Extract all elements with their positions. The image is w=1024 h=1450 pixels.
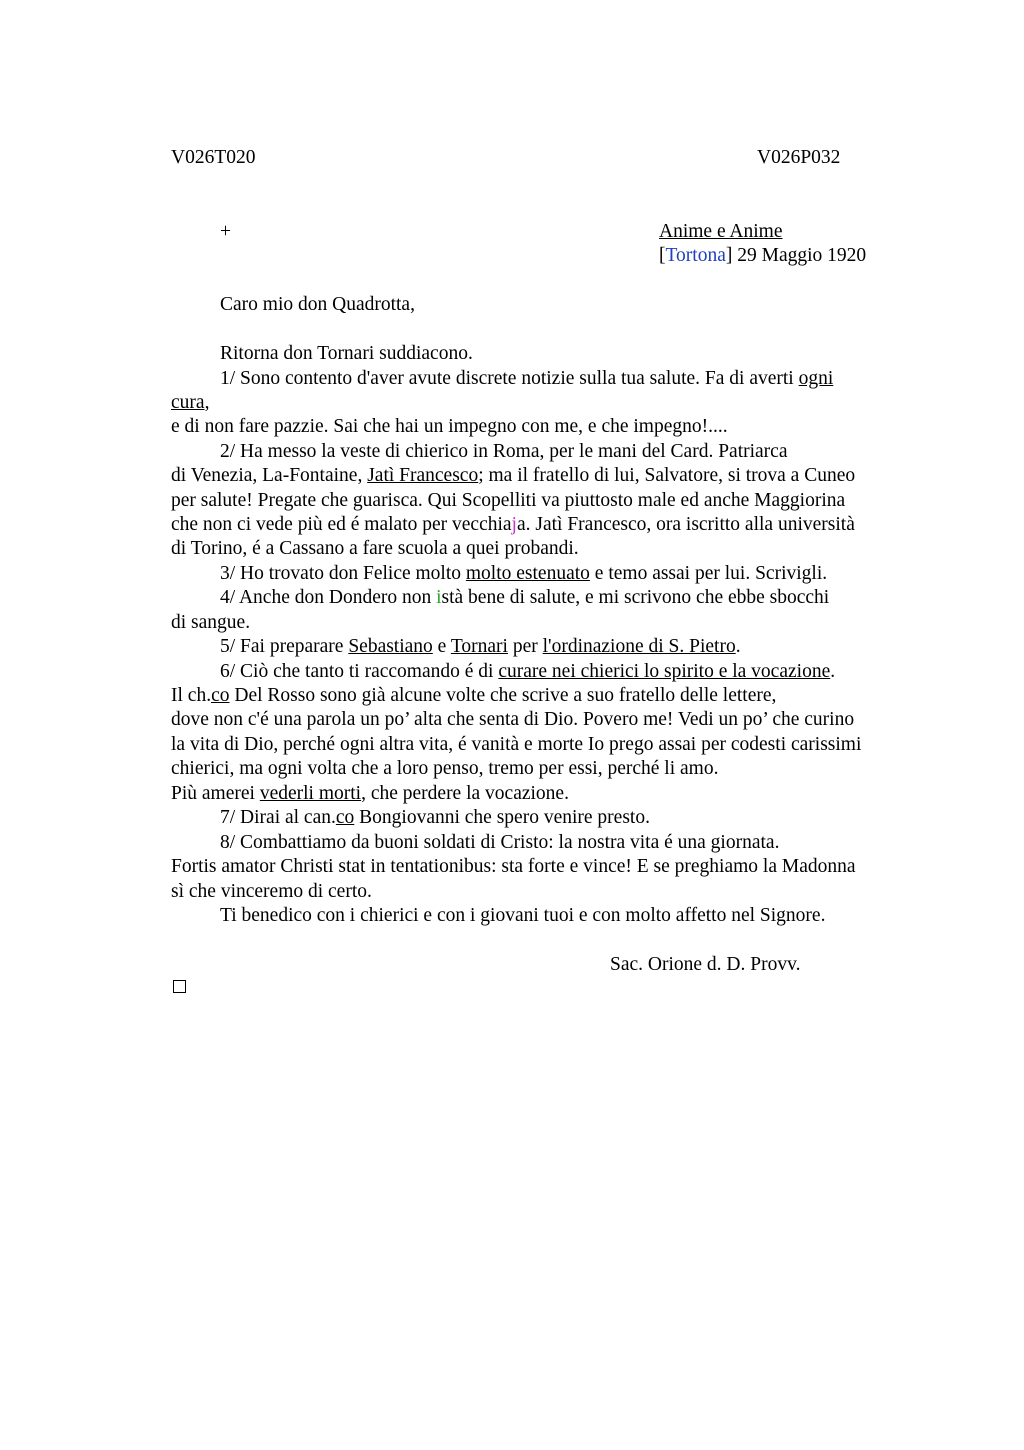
body-line: [220, 562, 827, 586]
underlined-text: co: [211, 685, 230, 706]
underlined-text: curare nei chierici lo spirito e la vocazione: [498, 661, 831, 682]
underlined-text: cura: [171, 392, 205, 413]
salutation: Caro mio don Quadrotta,: [220, 294, 415, 315]
underlined-text: Sebastiano: [348, 636, 433, 657]
text-run: e temo assai per lui. Scrivigli.: [589, 563, 828, 584]
body-line: [171, 782, 569, 806]
underlined-text: Jatì Francesco: [367, 465, 479, 486]
text-run: a. Jatì Francesco, ora iscritto alla università: [516, 514, 855, 535]
text-run: stà bene di salute, e mi scrivono che ebbe sbocchi: [441, 587, 830, 608]
body-line: [220, 635, 741, 659]
underlined-text: l'ordinazione di S. Pietro: [542, 636, 736, 657]
body-line: 8/ Combattiamo da buoni soldati di Cristo: la nostra vita é una giornata.: [220, 832, 780, 853]
body-line: Ritorna don Tornari suddiacono.: [220, 343, 473, 364]
letter-place: Tortona: [665, 245, 726, 266]
text-run: .: [735, 636, 741, 657]
letter-title: Anime e Anime: [659, 221, 783, 242]
bracket-close: ]: [725, 245, 733, 266]
text-run: , che perdere la vocazione.: [361, 783, 569, 804]
document-code-left: V026T020: [171, 147, 256, 168]
document-code-right: V026P032: [757, 147, 841, 168]
signature: Sac. Orione d. D. Provv.: [610, 954, 801, 975]
text-run: e: [432, 636, 451, 657]
text-run: .: [830, 661, 836, 682]
cross-symbol: +: [220, 221, 231, 242]
underlined-text: molto estenuato: [465, 563, 590, 584]
body-line: 2/ Ha messo la veste di chierico in Roma, per le mani del Card. Patriarca: [220, 441, 788, 462]
body-line: di sangue.: [171, 612, 251, 633]
text-run: ; ma il fratello di lui, Salvatore, si trova a Cuneo: [478, 465, 856, 486]
body-line: di Torino, é a Cassano a fare scuola a quei probandi.: [171, 538, 579, 559]
body-line: Fortis amator Christi stat in tentationibus: sta forte e vince! E se preghiamo la Madonna: [171, 856, 856, 877]
body-line: la vita di Dio, perché ogni altra vita, é vanità e morte Io prego assai per codesti carissimi: [171, 734, 862, 755]
text-run: Del Rosso sono già alcune volte che scrive a suo fratello delle lettere,: [229, 685, 777, 706]
end-marker-box: [173, 980, 186, 993]
highlighted-letter: j: [511, 514, 517, 535]
body-line: Ti benedico con i chierici e con i giovani tuoi e con molto affetto nel Signore.: [220, 905, 826, 926]
text-run: 4/ Anche don Dondero non: [220, 587, 437, 608]
text-run: 1/ Sono contento d'aver avute discrete notizie sulla tua salute. Fa di averti: [220, 368, 799, 389]
letter-date: 29 Maggio 1920: [737, 245, 867, 266]
body-line: [220, 367, 833, 391]
underlined-text: co: [335, 807, 355, 828]
body-line: [171, 464, 855, 488]
body-line: [220, 806, 650, 830]
text-run: 7/ Dirai al can.: [220, 807, 336, 828]
body-line: chierici, ma ogni volta che a loro penso, tremo per essi, perché li amo.: [171, 758, 719, 779]
text-run: ,: [204, 392, 210, 413]
text-run: Più amerei: [171, 783, 260, 804]
body-line: e di non fare pazzie. Sai che hai un impegno con me, e che impegno!....: [171, 416, 728, 437]
text-run: per: [507, 636, 543, 657]
text-run: 3/ Ho trovato don Felice molto: [220, 563, 466, 584]
text-run: di Venezia, La-Fontaine,: [171, 465, 368, 486]
underlined-text: vederli morti: [259, 783, 362, 804]
text-run: 6/ Ciò che tanto ti raccomando é di: [220, 661, 499, 682]
body-line: dove non c'é una parola un po’ alta che senta di Dio. Povero me! Vedi un po’ che curino: [171, 709, 855, 730]
text-run: 5/ Fai preparare: [220, 636, 349, 657]
letter-dateline: [659, 244, 866, 268]
body-line: [171, 513, 855, 537]
body-line: [171, 391, 209, 415]
body-line: [220, 660, 835, 684]
underlined-text: ogni: [798, 368, 834, 389]
text-run: Il ch.: [171, 685, 212, 706]
body-line: sì che vinceremo di certo.: [171, 881, 372, 902]
text-run: che non ci vede più ed é malato per vecchia: [171, 514, 512, 535]
underlined-text: Tornari: [450, 636, 508, 657]
text-run: Bongiovanni che spero venire presto.: [354, 807, 650, 828]
bracket-open: [: [659, 245, 666, 266]
highlighted-letter: i: [436, 587, 442, 608]
body-line: [220, 586, 829, 610]
body-line: [171, 684, 776, 708]
body-line: per salute! Pregate che guarisca. Qui Scopelliti va piuttosto male ed anche Maggiorina: [171, 490, 846, 511]
